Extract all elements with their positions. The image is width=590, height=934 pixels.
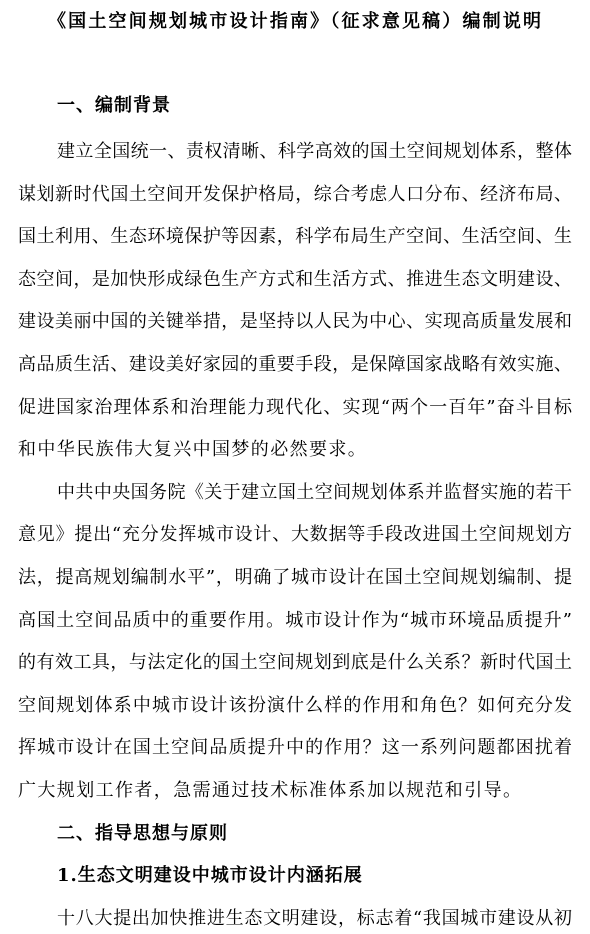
subsection-heading: 1.生态文明建设中城市设计内涵拓展 xyxy=(57,865,363,887)
body-text-line: 意见》提出“充分发挥城市设计、大数据等手段改进国土空间规划方 xyxy=(18,524,572,546)
body-text-line: 高品质生活、建设美好家园的重要手段，是保障国家战略有效实施、 xyxy=(18,353,572,375)
paragraph xyxy=(18,140,572,462)
body-text-line: 十八大提出加快推进生态文明建设，标志着“我国城市建设从初 xyxy=(57,907,572,929)
body-text-line: 的有效工具，与法定化的国土空间规划到底是什么关系？新时代国土 xyxy=(18,652,572,674)
body-text-line: 广大规划工作者，急需通过技术标准体系加以规范和引导。 xyxy=(18,779,523,801)
document-body xyxy=(18,94,572,931)
section-background xyxy=(18,94,572,803)
body-text-line: 挥城市设计在国土空间品质提升中的作用？这一系列问题都困扰着 xyxy=(18,737,572,759)
section-heading: 一、编制背景 xyxy=(57,95,171,116)
body-text-line: 建设美丽中国的关键举措，是坚持以人民为中心、实现高质量发展和 xyxy=(18,311,572,333)
body-text-line: 法，提高规划编制水平”，明确了城市设计在国土空间规划编制、提 xyxy=(18,566,572,588)
body-text-line: 中共中央国务院《关于建立国土空间规划体系并监督实施的若干 xyxy=(57,481,572,503)
body-text-line: 高国土空间品质中的重要作用。城市设计作为“城市环境品质提升” xyxy=(18,609,572,631)
body-text-line: 和中华民族伟大复兴中国梦的必然要求。 xyxy=(18,439,368,461)
paragraph xyxy=(18,481,572,803)
body-text-line: 促进国家治理体系和治理能力现代化、实现“两个一百年”奋斗目标 xyxy=(18,396,572,418)
body-text-line: 态空间，是加快形成绿色生产方式和生活方式、推进生态文明建设、 xyxy=(18,268,572,290)
body-text-line: 建立全国统一、责权清晰、科学高效的国土空间规划体系，整体 xyxy=(57,141,572,162)
section-heading: 二、指导思想与原则 xyxy=(57,822,228,844)
section-guiding-principles xyxy=(18,822,572,931)
body-text-line: 谋划新时代国土空间开发保护格局，综合考虑人口分布、经济布局、 xyxy=(18,183,572,205)
paragraph xyxy=(18,907,572,931)
body-text-line: 空间规划体系中城市设计该扮演什么样的作用和角色？如何充分发 xyxy=(18,694,572,716)
body-text-line: 国土利用、生态环境保护等因素，科学布局生产空间、生活空间、生 xyxy=(18,226,572,248)
document-title: 《国土空间规划城市设计指南》（征求意见稿）编制说明 xyxy=(48,11,541,32)
subsection xyxy=(18,864,572,931)
